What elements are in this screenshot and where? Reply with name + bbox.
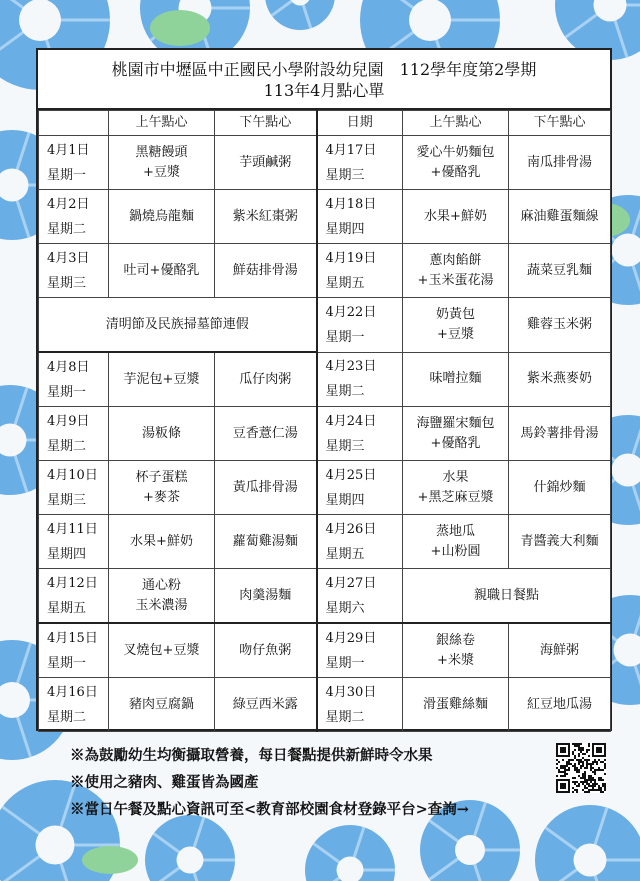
date-label: 4月24日 bbox=[325, 413, 377, 429]
morning-snack: 湯粄條 bbox=[109, 407, 215, 461]
date-cell bbox=[39, 515, 109, 569]
header-afternoon: 下午點心 bbox=[215, 111, 317, 136]
weekday-label: 星期五 bbox=[325, 275, 365, 291]
afternoon-snack: 蔬菜豆乳麵 bbox=[509, 244, 611, 298]
snack-menu-sheet bbox=[36, 48, 612, 731]
date-label: 4月1日 bbox=[47, 142, 90, 158]
date-label: 4月26日 bbox=[325, 521, 377, 537]
weekday-label: 星期四 bbox=[325, 221, 365, 237]
weekday-label: 星期四 bbox=[325, 492, 365, 508]
weekday-label: 星期二 bbox=[47, 438, 87, 454]
afternoon-snack: 黃瓜排骨湯 bbox=[215, 461, 317, 515]
date-cell bbox=[317, 298, 403, 353]
morning-snack: 蒸地瓜 +山粉圓 bbox=[403, 515, 509, 569]
kindergarten-title: 桃園市中壢區中正國民小學附設幼兒園 112學年度第2學期 bbox=[111, 60, 537, 79]
date-label: 4月16日 bbox=[47, 684, 98, 700]
date-label: 4月2日 bbox=[47, 196, 90, 212]
title-block bbox=[38, 50, 610, 110]
weekday-label: 星期三 bbox=[325, 167, 365, 183]
afternoon-snack: 蘿蔔雞湯麵 bbox=[215, 515, 317, 569]
flower-center bbox=[36, 826, 75, 865]
flower-center bbox=[19, 0, 61, 41]
date-label: 4月11日 bbox=[47, 521, 98, 537]
weekday-label: 星期二 bbox=[325, 709, 365, 725]
date-label: 4月9日 bbox=[47, 413, 90, 429]
date-label: 4月8日 bbox=[47, 359, 90, 375]
afternoon-snack: 肉羹湯麵 bbox=[215, 569, 317, 624]
weekday-label: 星期二 bbox=[47, 221, 87, 237]
menu-row bbox=[39, 461, 611, 515]
afternoon-snack: 紫米紅棗粥 bbox=[215, 190, 317, 244]
date-cell bbox=[317, 515, 403, 569]
date-label: 4月12日 bbox=[47, 575, 98, 591]
afternoon-snack: 海鮮粥 bbox=[509, 623, 611, 678]
leaf bbox=[150, 10, 210, 46]
menu-row bbox=[39, 298, 611, 353]
snack-menu-table bbox=[38, 110, 611, 732]
date-cell bbox=[317, 569, 403, 624]
date-cell bbox=[317, 244, 403, 298]
afternoon-snack: 馬鈴薯排骨湯 bbox=[509, 407, 611, 461]
afternoon-snack: 瓜仔肉粥 bbox=[215, 352, 317, 407]
weekday-label: 星期三 bbox=[47, 492, 87, 508]
date-cell bbox=[317, 461, 403, 515]
date-cell bbox=[39, 461, 109, 515]
morning-snack: 蔥肉餡餅 +玉米蛋花湯 bbox=[403, 244, 509, 298]
afternoon-snack: 雞蓉玉米粥 bbox=[509, 298, 611, 353]
flower-center bbox=[574, 844, 607, 877]
afternoon-snack: 青醬義大利麵 bbox=[509, 515, 611, 569]
flower-center bbox=[409, 0, 451, 41]
morning-snack: 叉燒包+豆漿 bbox=[109, 623, 215, 678]
morning-snack: 味噌拉麵 bbox=[403, 352, 509, 407]
date-label: 4月19日 bbox=[325, 250, 377, 266]
morning-snack: 吐司+優酪乳 bbox=[109, 244, 215, 298]
date-label: 4月3日 bbox=[47, 250, 90, 266]
date-cell bbox=[39, 407, 109, 461]
morning-snack: 鍋燒烏龍麵 bbox=[109, 190, 215, 244]
weekday-label: 星期一 bbox=[47, 167, 87, 183]
qr-code[interactable] bbox=[556, 743, 606, 793]
notes bbox=[70, 742, 469, 823]
afternoon-snack: 紫米燕麥奶 bbox=[509, 352, 611, 407]
morning-snack: 豬肉豆腐鍋 bbox=[109, 678, 215, 732]
afternoon-snack: 什錦炒麵 bbox=[509, 461, 611, 515]
flower-center bbox=[177, 847, 204, 874]
menu-row bbox=[39, 190, 611, 244]
header-morning: 上午點心 bbox=[403, 111, 509, 136]
weekday-label: 星期二 bbox=[47, 709, 87, 725]
afternoon-snack: 綠豆西米露 bbox=[215, 678, 317, 732]
date-cell bbox=[39, 244, 109, 298]
date-label: 4月25日 bbox=[325, 467, 377, 483]
date-cell bbox=[39, 190, 109, 244]
date-cell bbox=[39, 352, 109, 407]
morning-snack: 水果+鮮奶 bbox=[109, 515, 215, 569]
morning-snack: 水果 +黑芝麻豆漿 bbox=[403, 461, 509, 515]
menu-row bbox=[39, 515, 611, 569]
weekday-label: 星期二 bbox=[325, 384, 365, 400]
date-cell bbox=[317, 136, 403, 190]
date-cell bbox=[317, 623, 403, 678]
morning-snack: 滑蛋雞絲麵 bbox=[403, 678, 509, 732]
header-morning: 上午點心 bbox=[109, 111, 215, 136]
weekday-label: 星期六 bbox=[325, 600, 365, 616]
weekday-label: 星期四 bbox=[47, 546, 87, 562]
date-label: 4月29日 bbox=[325, 630, 377, 646]
date-cell bbox=[39, 623, 109, 678]
weekday-label: 星期三 bbox=[47, 275, 87, 291]
weekday-label: 星期五 bbox=[325, 546, 365, 562]
morning-snack: 通心粉 玉米濃湯 bbox=[109, 569, 215, 624]
menu-row bbox=[39, 352, 611, 407]
morning-snack: 奶黃包 +豆漿 bbox=[403, 298, 509, 353]
header-blank bbox=[39, 111, 109, 136]
afternoon-snack: 紅豆地瓜湯 bbox=[509, 678, 611, 732]
morning-snack: 杯子蛋糕 +麥茶 bbox=[109, 461, 215, 515]
parent-day-meal: 親職日餐點 bbox=[403, 569, 611, 624]
weekday-label: 星期一 bbox=[47, 655, 87, 671]
date-cell bbox=[317, 407, 403, 461]
date-label: 4月15日 bbox=[47, 630, 98, 646]
morning-snack: 銀絲卷 +米漿 bbox=[403, 623, 509, 678]
afternoon-snack: 南瓜排骨湯 bbox=[509, 136, 611, 190]
menu-row bbox=[39, 407, 611, 461]
weekday-label: 星期一 bbox=[325, 655, 365, 671]
afternoon-snack: 麻油雞蛋麵線 bbox=[509, 190, 611, 244]
weekday-label: 星期一 bbox=[47, 384, 87, 400]
date-label: 4月30日 bbox=[325, 684, 377, 700]
weekday-label: 星期一 bbox=[325, 329, 365, 345]
note-domestic-meat: ※使用之豬肉、雞蛋皆為國產 bbox=[70, 774, 259, 791]
morning-snack: 水果+鮮奶 bbox=[403, 190, 509, 244]
weekday-label: 星期五 bbox=[47, 600, 87, 616]
weekday-label: 星期三 bbox=[325, 438, 365, 454]
date-cell bbox=[39, 678, 109, 732]
flower-center bbox=[455, 835, 485, 865]
date-cell bbox=[39, 136, 109, 190]
menu-row bbox=[39, 569, 611, 624]
morning-snack: 愛心牛奶麵包 +優酪乳 bbox=[403, 136, 509, 190]
morning-snack: 黑糖饅頭 +豆漿 bbox=[109, 136, 215, 190]
leaf bbox=[82, 846, 138, 874]
holiday-cell: 清明節及民族掃墓節連假 bbox=[39, 298, 317, 353]
date-label: 4月22日 bbox=[325, 304, 377, 320]
header-afternoon: 下午點心 bbox=[509, 111, 611, 136]
morning-snack: 海鹽羅宋麵包 +優酪乳 bbox=[403, 407, 509, 461]
date-label: 4月10日 bbox=[47, 467, 98, 483]
date-cell bbox=[39, 569, 109, 624]
date-label: 4月17日 bbox=[325, 142, 377, 158]
afternoon-snack: 豆香薏仁湯 bbox=[215, 407, 317, 461]
date-cell bbox=[317, 190, 403, 244]
afternoon-snack: 鮮菇排骨湯 bbox=[215, 244, 317, 298]
header-row bbox=[39, 111, 611, 136]
afternoon-snack: 吻仔魚粥 bbox=[215, 623, 317, 678]
menu-row bbox=[39, 678, 611, 732]
menu-month-title: 113年4月點心單 bbox=[263, 81, 385, 100]
note-fruit: ※為鼓勵幼生均衡攝取營養，每日餐點提供新鮮時令水果 bbox=[70, 747, 433, 764]
date-label: 4月23日 bbox=[325, 359, 377, 375]
morning-snack: 芋泥包+豆漿 bbox=[109, 352, 215, 407]
date-label: 4月27日 bbox=[325, 575, 377, 591]
afternoon-snack: 芋頭鹹粥 bbox=[215, 136, 317, 190]
date-cell bbox=[317, 352, 403, 407]
menu-row bbox=[39, 623, 611, 678]
header-date: 日期 bbox=[317, 111, 403, 136]
menu-row bbox=[39, 244, 611, 298]
date-cell bbox=[317, 678, 403, 732]
menu-row bbox=[39, 136, 611, 190]
date-label: 4月18日 bbox=[325, 196, 377, 212]
note-lookup-platform: ※當日午餐及點心資訊可至<教育部校園食材登錄平台>查詢→ bbox=[70, 801, 469, 818]
